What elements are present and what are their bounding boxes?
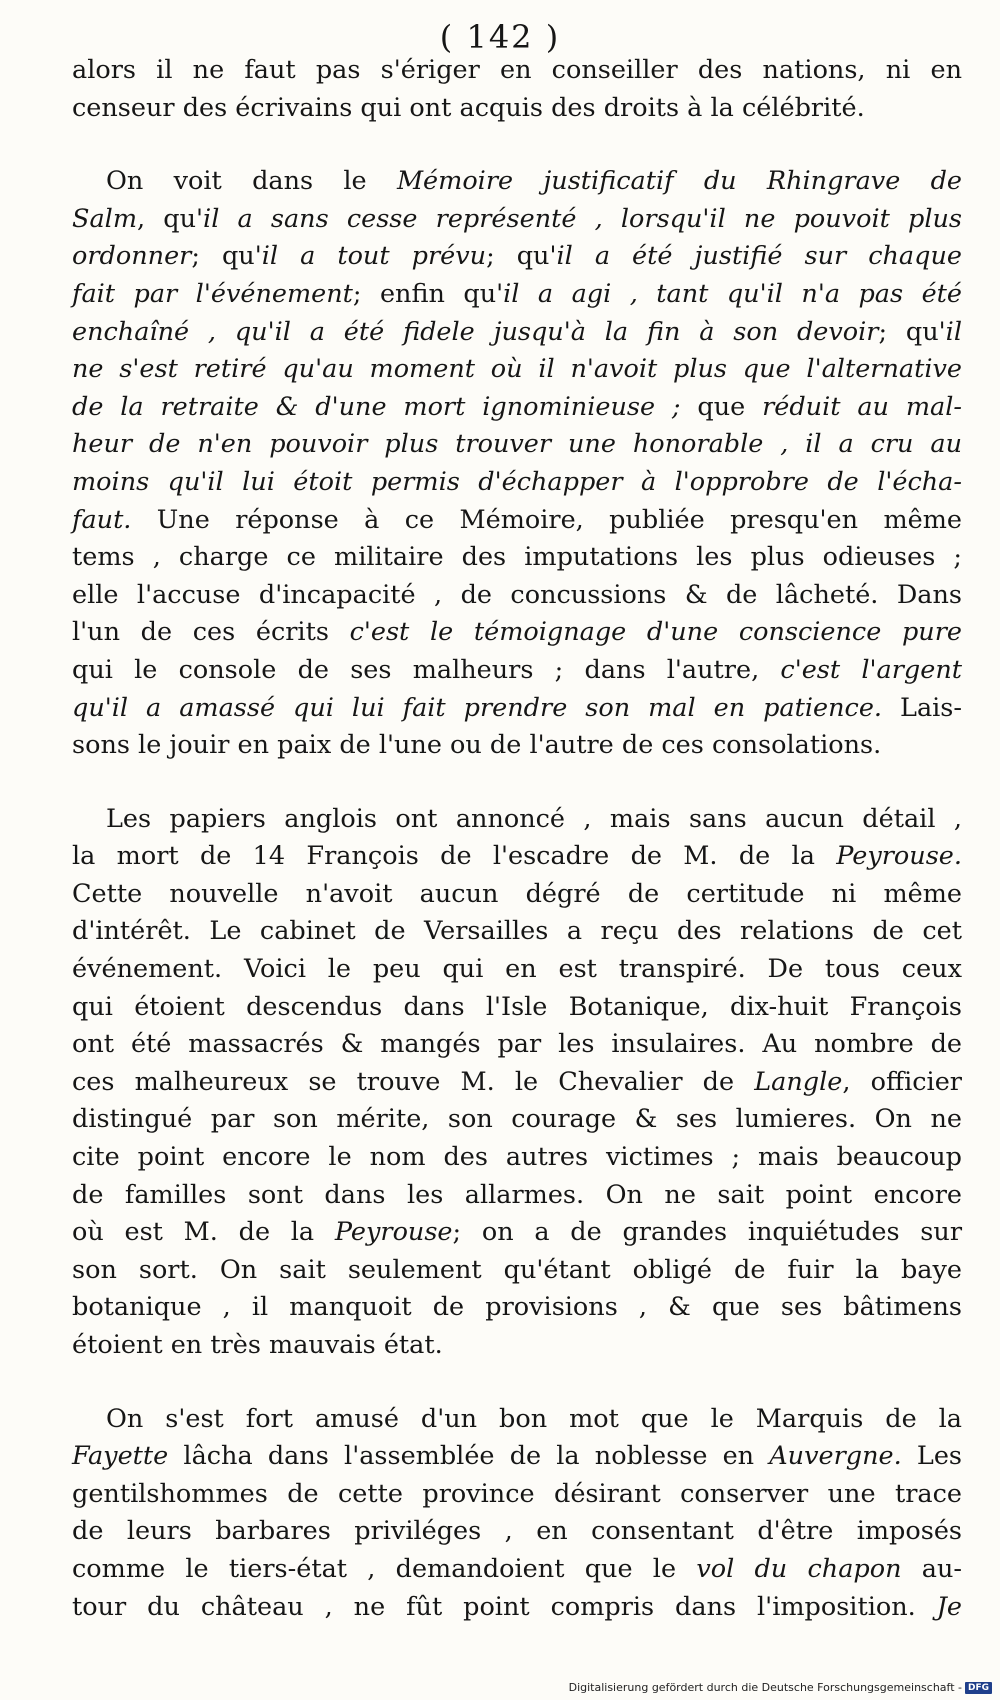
text-line bbox=[72, 351, 962, 389]
text-line bbox=[72, 1139, 962, 1177]
italic-text: Peyrouse. bbox=[836, 841, 962, 872]
text-segment: tour du château , ne fût point compris dans l'imposition. bbox=[72, 1591, 937, 1622]
text-segment: alors il ne faut pas s'ériger en conseiller des nations, ni en bbox=[72, 55, 962, 85]
text-line bbox=[72, 90, 962, 128]
italic-text: qu'il a amassé qui lui fait prendre son mal en patience. bbox=[72, 692, 883, 723]
text-segment: ces malheureux se trouve M. le Chevalier de bbox=[72, 1066, 755, 1097]
text-line bbox=[72, 464, 962, 502]
text-line bbox=[72, 314, 962, 352]
text-line bbox=[72, 690, 962, 728]
italic-text: réduit au mal- bbox=[762, 391, 962, 422]
text-segment: On s'est fort amusé d'un bon mot que le Marquis de la bbox=[106, 1403, 962, 1434]
text-segment: botanique , il manquoit de provisions , & que ses bâtimens bbox=[72, 1292, 962, 1323]
text-segment: ; on a de grandes inquiétudes sur bbox=[452, 1217, 963, 1248]
text-line bbox=[72, 876, 962, 914]
paragraph bbox=[72, 801, 962, 1365]
text-segment: l'un de ces écrits bbox=[72, 617, 350, 648]
page-number: ( 142 ) bbox=[439, 18, 561, 56]
digitization-credit-text: Digitalisierung gefördert durch die Deutsche Forschungsgemeinschaft - bbox=[568, 1681, 962, 1694]
text-line bbox=[72, 1064, 962, 1102]
text-segment: gentilshommes de cette province désirant conserver une trace bbox=[72, 1478, 962, 1509]
italic-text: il bbox=[945, 316, 962, 347]
text-line bbox=[72, 1438, 962, 1476]
text-segment: d'intérêt. Le cabinet de Versailles a reçu des relations de cet bbox=[72, 916, 962, 947]
italic-text: de la retraite & d'une mort ignominieuse ; bbox=[72, 391, 681, 422]
text-segment: ; enfin qu' bbox=[352, 278, 504, 309]
text-line bbox=[72, 1513, 962, 1551]
text-line bbox=[72, 1589, 962, 1627]
italic-text: il a été justifié sur chaque bbox=[556, 241, 962, 272]
text-segment: Les papiers anglois ont annoncé , mais sans aucun détail , bbox=[106, 803, 962, 834]
text-line bbox=[72, 426, 962, 464]
text-line bbox=[72, 502, 962, 540]
text-line bbox=[72, 1327, 962, 1365]
text-line bbox=[72, 201, 962, 239]
text-segment: ; qu' bbox=[486, 241, 557, 272]
text-segment: de leurs barbares priviléges , en consentant d'être imposés bbox=[72, 1516, 962, 1547]
digitization-credit bbox=[569, 1681, 992, 1694]
text-segment: la mort de 14 François de l'escadre de M. de la bbox=[72, 841, 837, 872]
italic-text: Je bbox=[936, 1591, 962, 1622]
text-segment: cite point encore le nom des autres victimes ; mais beaucoup bbox=[72, 1142, 962, 1173]
italic-text: moins qu'il lui étoit permis d'échapper à l'opprobre de l'écha- bbox=[72, 466, 962, 497]
paragraph bbox=[72, 1401, 962, 1627]
text-line bbox=[72, 1476, 962, 1514]
text-segment: sons le jouir en paix de l'une ou de l'autre de ces consolations. bbox=[72, 730, 882, 761]
text-line bbox=[72, 1101, 962, 1139]
italic-text: vol du chapon bbox=[696, 1553, 902, 1584]
italic-text: il a tout prévu bbox=[261, 241, 487, 272]
text-segment: censeur des écrivains qui ont acquis des droits à la célébrité. bbox=[72, 92, 865, 123]
paragraph-gap bbox=[72, 127, 962, 163]
text-line bbox=[72, 1289, 962, 1327]
text-line bbox=[72, 838, 962, 876]
text-line bbox=[72, 951, 962, 989]
paragraph bbox=[72, 163, 962, 765]
italic-text: Salm bbox=[72, 203, 138, 234]
text-segment: Cette nouvelle n'avoit aucun dégré de certitude ni même bbox=[72, 878, 962, 909]
text-segment: qui le console de ses malheurs ; dans l'autre, bbox=[72, 654, 781, 685]
text-line bbox=[72, 801, 962, 839]
text-segment: tems , charge ce militaire des imputations les plus odieuses ; bbox=[72, 542, 962, 573]
italic-text: ne s'est retiré qu'au moment où il n'avoit plus que l'alternative bbox=[72, 354, 962, 385]
italic-text: enchaîné , qu'il a été fidele jusqu'à la fin à son devoir bbox=[72, 316, 879, 347]
text-line bbox=[72, 389, 962, 427]
paragraph-gap bbox=[72, 1365, 962, 1401]
text-segment: ont été massacrés & mangés par les insulaires. Au nombre de bbox=[72, 1029, 962, 1060]
paragraph-gap bbox=[72, 765, 962, 801]
dfg-logo: DFG bbox=[965, 1682, 992, 1694]
italic-text: c'est le témoignage d'une conscience pure bbox=[349, 617, 962, 648]
text-line bbox=[72, 614, 962, 652]
italic-text: ordonner bbox=[72, 241, 192, 272]
text-line bbox=[72, 989, 962, 1027]
text-line bbox=[72, 163, 962, 201]
text-segment: Les bbox=[901, 1441, 963, 1472]
text-segment: qui étoient descendus dans l'Isle Botanique, dix-huit François bbox=[72, 991, 962, 1022]
text-segment: étoient en très mauvais état. bbox=[72, 1330, 443, 1360]
italic-text: c'est l'argent bbox=[780, 654, 962, 685]
text-line bbox=[72, 913, 962, 951]
text-segment: , officier bbox=[842, 1066, 962, 1097]
text-segment: elle l'accuse d'incapacité , de concussions & de lâcheté. Dans bbox=[72, 579, 962, 610]
italic-text: Mémoire justificatif du Rhingrave de bbox=[396, 166, 962, 197]
text-segment: , qu' bbox=[137, 203, 204, 234]
text-segment: où est M. de la bbox=[72, 1217, 335, 1248]
text-segment: distingué par son mérite, son courage & ses lumieres. On ne bbox=[72, 1104, 962, 1135]
paragraph bbox=[72, 52, 962, 127]
text-line bbox=[72, 727, 962, 765]
text-segment: de familles sont dans les allarmes. On ne sait point encore bbox=[72, 1179, 962, 1210]
italic-text: heur de n'en pouvoir plus trouver une honorable , il a cru au bbox=[72, 429, 962, 460]
italic-text: fait par l'événement bbox=[72, 278, 353, 309]
text-line bbox=[72, 1026, 962, 1064]
italic-text: Peyrouse bbox=[334, 1217, 453, 1248]
text-segment: ; qu' bbox=[191, 241, 262, 272]
text-line bbox=[72, 52, 962, 90]
text-segment: au- bbox=[901, 1553, 962, 1584]
page-body-text bbox=[72, 52, 962, 1626]
italic-text: il a sans cesse représenté , lorsqu'il ne pouvoit plus bbox=[203, 203, 962, 234]
italic-text: Fayette bbox=[72, 1441, 169, 1472]
text-line bbox=[72, 1214, 962, 1252]
text-line bbox=[72, 1551, 962, 1589]
text-segment: Lais- bbox=[882, 692, 963, 723]
text-line bbox=[72, 1401, 962, 1439]
text-line bbox=[72, 539, 962, 577]
italic-text: il a agi , tant qu'il n'a pas été bbox=[503, 278, 962, 309]
text-line bbox=[72, 1252, 962, 1290]
italic-text: Langle bbox=[754, 1066, 843, 1097]
italic-text: faut. bbox=[72, 504, 132, 535]
text-segment: ; qu' bbox=[878, 316, 946, 347]
text-line bbox=[72, 1177, 962, 1215]
text-line bbox=[72, 238, 962, 276]
text-segment: événement. Voici le peu qui en est transpiré. De tous ceux bbox=[72, 954, 962, 985]
text-segment: que bbox=[680, 391, 763, 422]
text-segment: comme le tiers-état , demandoient que le bbox=[72, 1553, 697, 1584]
text-segment: On voit dans le bbox=[106, 166, 397, 197]
text-line bbox=[72, 652, 962, 690]
italic-text: Auvergne. bbox=[769, 1441, 902, 1472]
text-line bbox=[72, 577, 962, 615]
text-segment: Une réponse à ce Mémoire, publiée presqu'en même bbox=[131, 504, 962, 535]
text-segment: son sort. On sait seulement qu'étant obligé de fuir la baye bbox=[72, 1254, 962, 1285]
text-segment: lâcha dans l'assemblée de la noblesse en bbox=[168, 1441, 770, 1472]
text-line bbox=[72, 276, 962, 314]
